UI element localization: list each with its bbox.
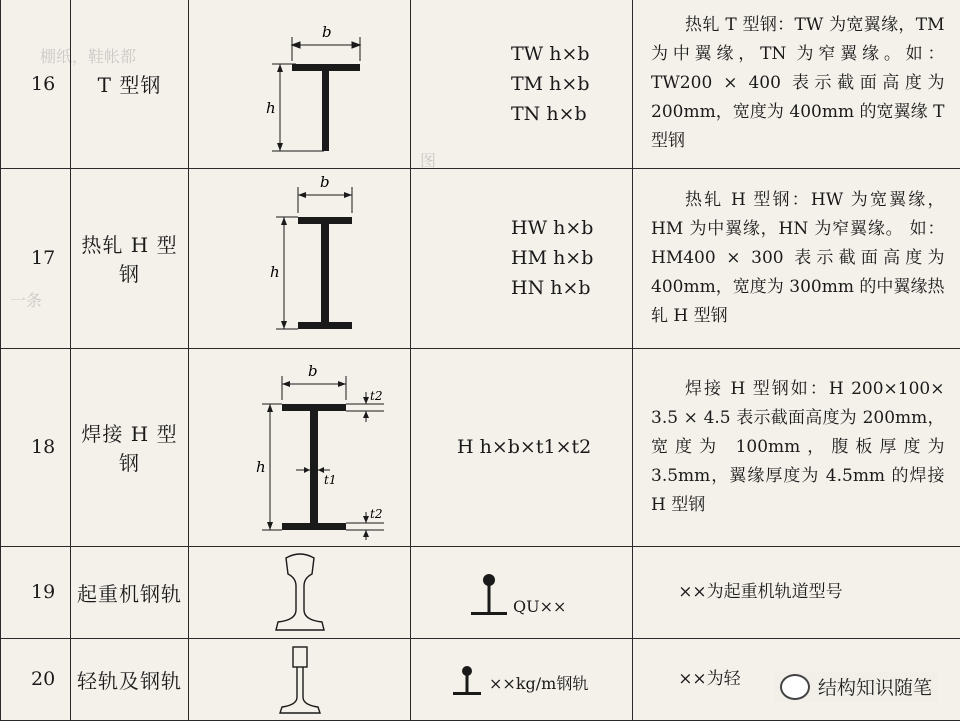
notation-line: HW h×b <box>411 213 632 243</box>
section-name: 轻轨及钢轨 <box>71 638 189 720</box>
rail-symbol-icon <box>449 665 489 699</box>
description-cell <box>633 546 960 638</box>
table-row <box>1 0 960 168</box>
b-label: b <box>308 362 318 380</box>
t2-label: t2 <box>370 507 382 521</box>
table-row <box>1 348 960 546</box>
description-cell <box>633 348 960 546</box>
row-number: 17 <box>1 168 71 348</box>
description-text: 焊接 H 型钢如：H 200×100× 3.5 × 4.5 表示截面高度为 200mm，宽度为 100mm，腹板厚度为 3.5mm，翼缘厚度为 4.5mm 的焊接 H 型钢 <box>651 375 945 520</box>
h-label: h <box>256 458 266 476</box>
rail-symbol-icon <box>467 572 513 622</box>
notation-line: HM h×b <box>411 243 632 273</box>
description-text: 热轧 H 型钢：HW 为宽翼缘，HM 为中翼缘，HN 为窄翼缘。 如：HM400 × 300 表示截面高度为 400mm，宽度为 300mm 的中翼缘热轧 H 型钢 <box>651 186 945 331</box>
welded-h-section-drawing <box>200 354 400 540</box>
section-name: 起重机钢轨 <box>71 546 189 638</box>
row-number: 20 <box>1 638 71 720</box>
light-rail-label: ××kg/m钢轨 <box>489 669 588 699</box>
notation-line: TW h×b <box>411 39 632 69</box>
h-section-drawing <box>200 173 400 343</box>
notation-cell <box>411 348 633 546</box>
notation-line: TM h×b <box>411 69 632 99</box>
watermark-badge <box>774 671 938 702</box>
t2-label: t2 <box>370 389 382 403</box>
light-rail-drawing <box>200 641 400 717</box>
crane-rail-label: QU×× <box>513 592 566 622</box>
row-number: 18 <box>1 348 71 546</box>
bleed-through-text: 图 <box>420 148 436 171</box>
notation-cell <box>411 168 633 348</box>
light-rail-symbol <box>411 659 632 699</box>
t1-label: t1 <box>324 473 336 487</box>
section-name: 焊接 H 型钢 <box>71 348 189 546</box>
t-section-figure <box>189 0 411 168</box>
description-cell <box>633 168 960 348</box>
light-rail-figure <box>189 638 411 720</box>
wechat-icon <box>780 674 810 700</box>
notation-line: TN h×b <box>411 99 632 129</box>
row-number: 16 <box>1 0 71 168</box>
section-name: 热轧 H 型钢 <box>71 168 189 348</box>
b-label: b <box>320 173 330 191</box>
watermark-text: 结构知识随笔 <box>818 673 932 700</box>
h-label: h <box>266 99 276 117</box>
bleed-through-text: 棚纸，鞋帐都 <box>40 44 136 67</box>
b-label: b <box>322 23 332 41</box>
table-row <box>1 546 960 638</box>
table-row <box>1 168 960 348</box>
bleed-through-text: 一条 <box>10 288 42 311</box>
notation-line: HN h×b <box>411 273 632 303</box>
notation-cell <box>411 0 633 168</box>
notation-cell <box>411 638 633 720</box>
h-section-figure <box>189 168 411 348</box>
crane-rail-symbol <box>411 562 632 622</box>
welded-h-section-figure <box>189 348 411 546</box>
description-cell <box>633 0 960 168</box>
crane-rail-figure <box>189 546 411 638</box>
row-number: 19 <box>1 546 71 638</box>
description-text: 热轧 T 型钢：TW 为宽翼缘，TM 为中翼缘，TN 为窄翼缘。如：TW200 × 400 表示截面高度为 200mm，宽度为 400mm 的宽翼缘 T 型钢 <box>651 11 945 156</box>
description-text: ××为起重机轨道型号 <box>651 578 945 607</box>
section-name: T 型钢 <box>71 0 189 168</box>
description-text: ××为轻 <box>651 665 945 694</box>
notation-line: H h×b×t1×t2 <box>411 432 632 462</box>
t-section-drawing <box>200 9 400 159</box>
notation-cell <box>411 546 633 638</box>
h-label: h <box>270 263 280 281</box>
crane-rail-drawing <box>200 550 400 634</box>
